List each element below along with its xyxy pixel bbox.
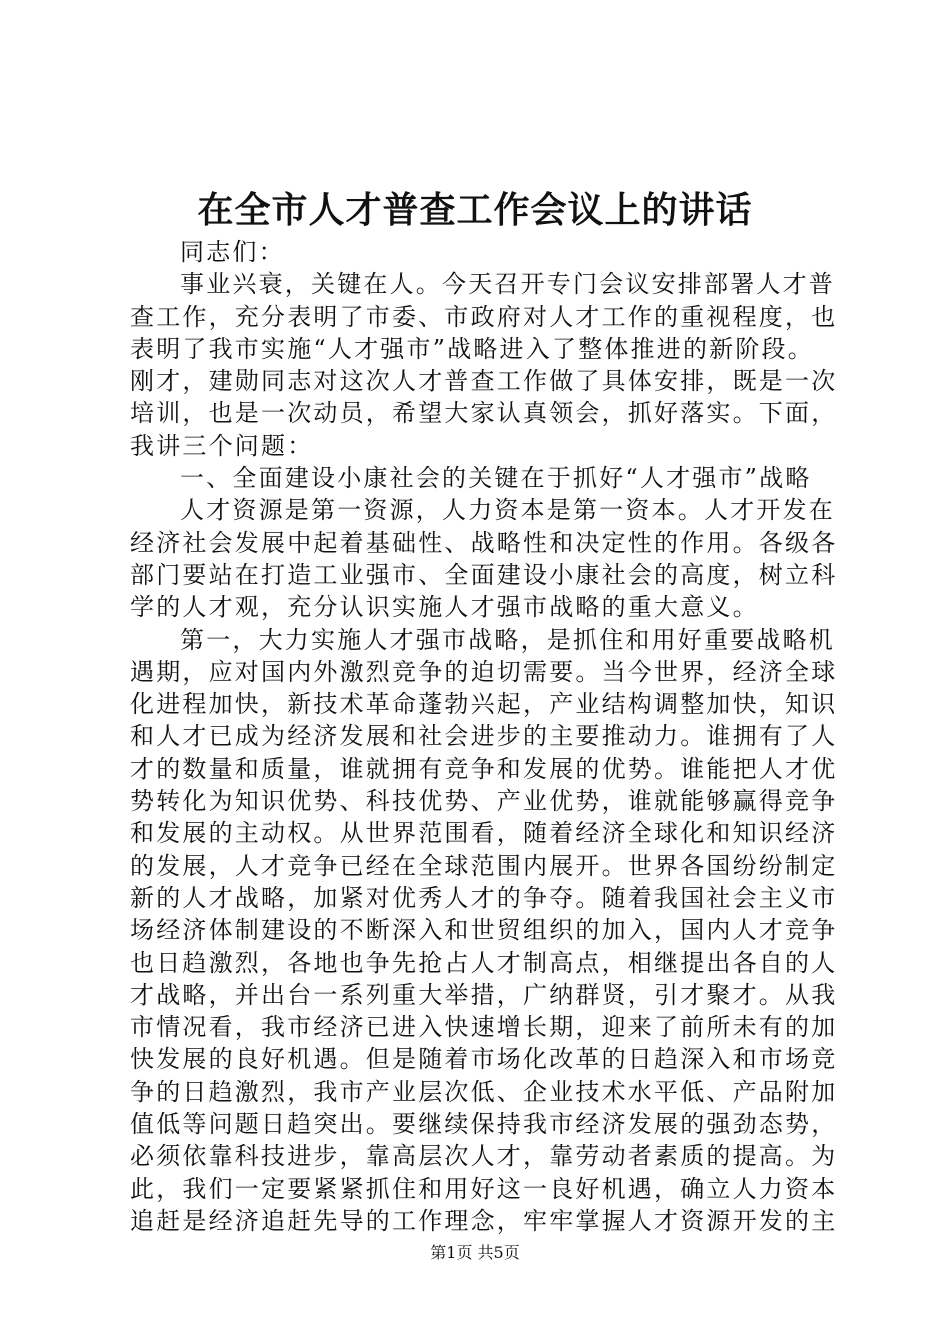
body-line: 一、全面建设小康社会的关键在于抓好“人才强市”战略 [180,464,812,493]
body-line: 和发展的主动权。从世界范围看，随着经济全球化和知识经济 [130,819,838,848]
body-line: 市情况看，我市经济已进入快速增长期，迎来了前所未有的加 [130,1013,838,1042]
document-title: 在全市人才普查工作会议上的讲话 [197,189,753,231]
body-line: 遇期，应对国内外激烈竞争的迫切需要。当今世界，经济全球 [130,657,838,686]
page-footer: 第1页 共5页 [430,1243,520,1262]
body-line: 必须依靠科技进步，靠高层次人才，靠劳动者素质的提高。为 [130,1142,838,1171]
body-line: 部门要站在打造工业强市、全面建设小康社会的高度，树立科 [130,560,838,589]
body-line: 争的日趋激烈，我市产业层次低、企业技术水平低、产品附加 [130,1077,838,1106]
body-line: 第一，大力实施人才强市战略，是抓住和用好重要战略机 [180,625,835,654]
body-line: 此，我们一定要紧紧抓住和用好这一良好机遇，确立人力资本 [130,1174,838,1203]
body-line: 快发展的良好机遇。但是随着市场化改革的日趋深入和市场竞 [130,1045,838,1074]
body-line: 势转化为知识优势、科技优势、产业优势，谁就能够赢得竞争 [130,787,838,816]
body-line: 人才资源是第一资源，人力资本是第一资本。人才开发在 [180,496,835,525]
body-line: 场经济体制建设的不断深入和世贸组织的加入，国内人才竞争 [130,916,838,945]
body-line: 刚才，建勋同志对这次人才普查工作做了具体安排，既是一次 [130,367,838,396]
document-body [130,236,838,1237]
body-line: 追赶是经济追赶先导的工作理念，牢牢掌握人才资源开发的主 [130,1206,838,1235]
body-line: 才战略，并出台一系列重大举措，广纳群贤，引才聚才。从我 [130,980,838,1009]
body-line: 也日趋激烈，各地也争先抢占人才制高点，相继提出各自的人 [130,948,838,977]
body-line: 同志们： [180,238,285,266]
body-line: 和人才已成为经济发展和社会进步的主要推动力。谁拥有了人 [130,722,838,751]
body-line: 的发展，人才竞争已经在全球范围内展开。世界各国纷纷制定 [130,851,838,880]
body-line: 查工作，充分表明了市委、市政府对人才工作的重视程度，也 [130,302,838,331]
body-line: 经济社会发展中起着基础性、战略性和决定性的作用。各级各 [130,528,838,557]
body-line: 培训，也是一次动员，希望大家认真领会，抓好落实。下面， [130,399,838,428]
body-line: 表明了我市实施“人才强市”战略进入了整体推进的新阶段。 [130,334,814,363]
body-line: 值低等问题日趋突出。要继续保持我市经济发展的强劲态势， [130,1110,838,1139]
body-line: 事业兴衰，关键在人。今天召开专门会议安排部署人才普 [180,270,835,299]
body-line: 化进程加快，新技术革命蓬勃兴起，产业结构调整加快，知识 [130,690,838,719]
body-line: 新的人才战略，加紧对优秀人才的争夺。随着我国社会主义市 [130,883,838,912]
body-line: 我讲三个问题： [130,431,314,460]
body-line: 学的人才观，充分认识实施人才强市战略的重大意义。 [130,593,759,622]
body-line: 才的数量和质量，谁就拥有竞争和发展的优势。谁能把人才优 [130,754,838,783]
